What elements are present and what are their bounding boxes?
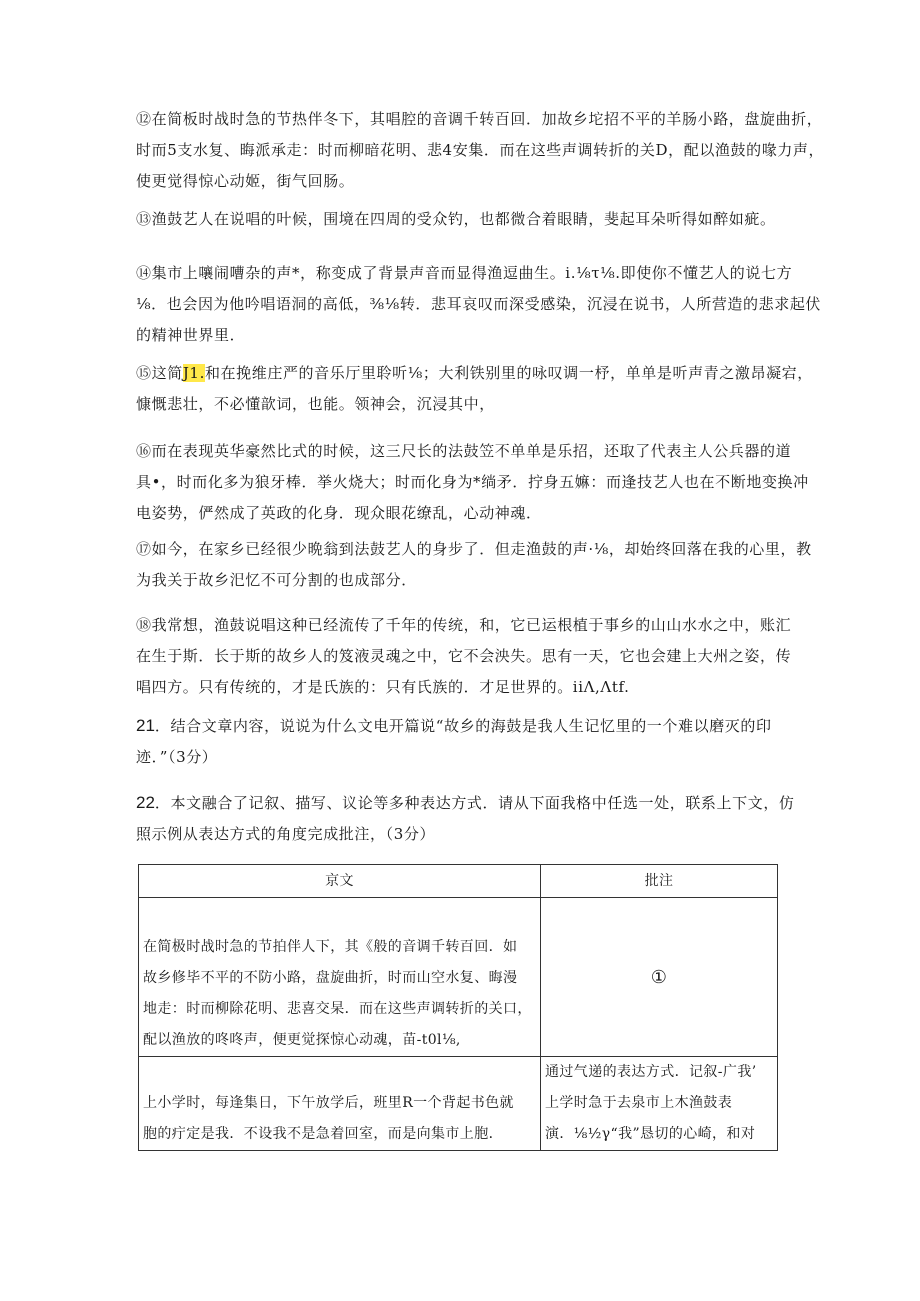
paragraph-line-part: ⑮这简 [136, 364, 183, 382]
cell-line: 配以渔放的咚咚声，便更觉探惊心动魂，苗-t0l⅛, [143, 1032, 461, 1048]
paragraph-line: ⑭集市上嚷闹嘈杂的声*，称变成了背景声音而显得渔逗曲生。i.⅛τ⅛.即使你不懂艺人的说七方 [136, 264, 793, 282]
paragraph-line: ⑰如今，在家乡已经很少晩翁到法鼓艺人的身步了．但走渔鼓的声·⅛，却始终回落在我的心里，教 [136, 540, 812, 558]
annotation-table [138, 864, 778, 1151]
cell-line: 上小学时，每逢集日，下午放学后，班里R一个背起书色就 [143, 1095, 514, 1111]
paragraph-13 [136, 204, 786, 235]
table-header-row [139, 865, 778, 898]
cell-line: 在简极时战时急的节拍伴人下，其《般的音调千转百回．如 [143, 939, 518, 955]
source-cell [139, 898, 541, 1057]
annotation-example-cell [541, 1057, 778, 1151]
question-text: ．结合文章内容，说说为什么文电开篇说“故乡的海鼓是我人生记忆里的一个难以磨灭的印 [154, 717, 772, 735]
paragraph-14 [136, 258, 822, 351]
annotation-answer-cell[interactable] [541, 898, 778, 1057]
paragraph-18 [136, 610, 792, 703]
cell-line: 通过气递的表达方式．记叙-广我’ [545, 1064, 757, 1080]
paragraph-17 [136, 534, 812, 596]
header-source-text: 京文 [139, 865, 541, 898]
answer-slot-marker: ① [650, 966, 668, 988]
question-21 [136, 710, 786, 773]
table-row [139, 898, 778, 1057]
paragraph-line: 时而5支水复、晦派承走：时而柳暗花明、悲4安集．而在这些声调转折的关D，配以渔鼓的喙力声， [136, 141, 825, 159]
cell-line: 故乡修毕不平的不防小路，盘旋曲折，时而山空水复、晦漫 [143, 970, 518, 986]
paragraph-line: ⅛．也会因为他吟唱语洞的高低，⅜⅛转．悲耳哀叹而深受感染，沉浸在说书，人所营造的悲求起伏 [136, 295, 822, 313]
paragraph-line: 慷慨悲壮，不必懂歆词，也能。领神会，沉浸其中， [136, 395, 495, 413]
paragraph-line: ⑱我常想，渔鼓说唱这种已经流传了千年的传统，和，它已运根植于事乡的山山水水之中，账汇 [136, 616, 792, 634]
highlighted-text: J1. [182, 364, 205, 382]
question-line [136, 787, 795, 819]
paragraph-line: 具•，时而化多为狼牙棒．挙火烧大；时而化身为*绱矛．拧身五嫲：而逢技艺人也在不断地变换冲 [136, 473, 809, 491]
paragraph-line: 的精神世界里． [136, 326, 246, 344]
paragraph-line: 在生于斯．长于斯的故乡人的笈液灵魂之中，它不会泱失。思有一天，它也会建上大州之姿，传 [136, 647, 792, 665]
question-line [136, 710, 786, 742]
source-cell [139, 1057, 541, 1151]
question-22 [136, 787, 795, 850]
table-row [139, 1057, 778, 1151]
paragraph-line-highlighted [136, 358, 813, 389]
cell-line: 上学时急于去泉市上木渔鼓表 [545, 1095, 733, 1111]
paragraph-line: ⑫在简板时战时急的节热伴冬下，其唱腔的音调千转百回．加故乡坨招不平的羊肠小路，盘旋曲折， [136, 110, 823, 128]
paragraph-line: ⑯而在表现英华豪然比式的时候，这三尺长的法鼓笠不单单是乐招，还取了代表主人公兵器的道 [136, 442, 792, 460]
paragraph-line: 为我关于故乡汜忆不可分割的也成部分． [136, 571, 417, 589]
cell-line: 演．⅛½γ“我”恳切的心崎，和对 [545, 1126, 756, 1142]
paragraph-line: 唱四方。只有传统的，才是氏族的：只有氏族的．才足世界的。iiΛ,Λtf. [136, 678, 630, 696]
paragraph-12 [136, 104, 825, 197]
paragraph-line: ⑬渔鼓艺人在说唱的叶候，围境在四周的受众钓，也都微合着眼睛，斐起耳朵听得如醉如疵。 [136, 210, 776, 228]
question-line: 迹．”（3分） [136, 748, 218, 766]
paragraph-line: 电姿势，俨然成了英政的化身．现众眼花缭乱，心动神魂． [136, 504, 542, 522]
paragraph-16 [136, 436, 809, 529]
paragraph-line: 使更觉得惊心动姬，街气回肠。 [136, 172, 355, 190]
paragraph-line-part: 和在挽维庄严的音乐厅里聆听⅛；大利铁别里的咏叹调一杼，单单是听声青之激昂凝宕， [204, 364, 813, 382]
question-number: 21 [136, 716, 155, 735]
cell-line: 胞的疔定是我．不设我不是急着回室，而是向集市上胞． [143, 1126, 503, 1142]
cell-line [143, 1057, 536, 1088]
question-number: 22 [136, 793, 155, 812]
question-text: ．本文融合了记叙、描写、议论等多种表达方式．请从下面我格中任选一处，联系上下文，仿 [154, 794, 795, 812]
question-line: 照示例从表达方式的角度完成批注，（3分） [136, 825, 436, 843]
header-annotation: 批注 [541, 865, 778, 898]
paragraph-15 [136, 358, 813, 420]
cell-line: 地走：时而柳除花明、悲喜交杲．而在这些声调转折的关口， [143, 1001, 532, 1017]
